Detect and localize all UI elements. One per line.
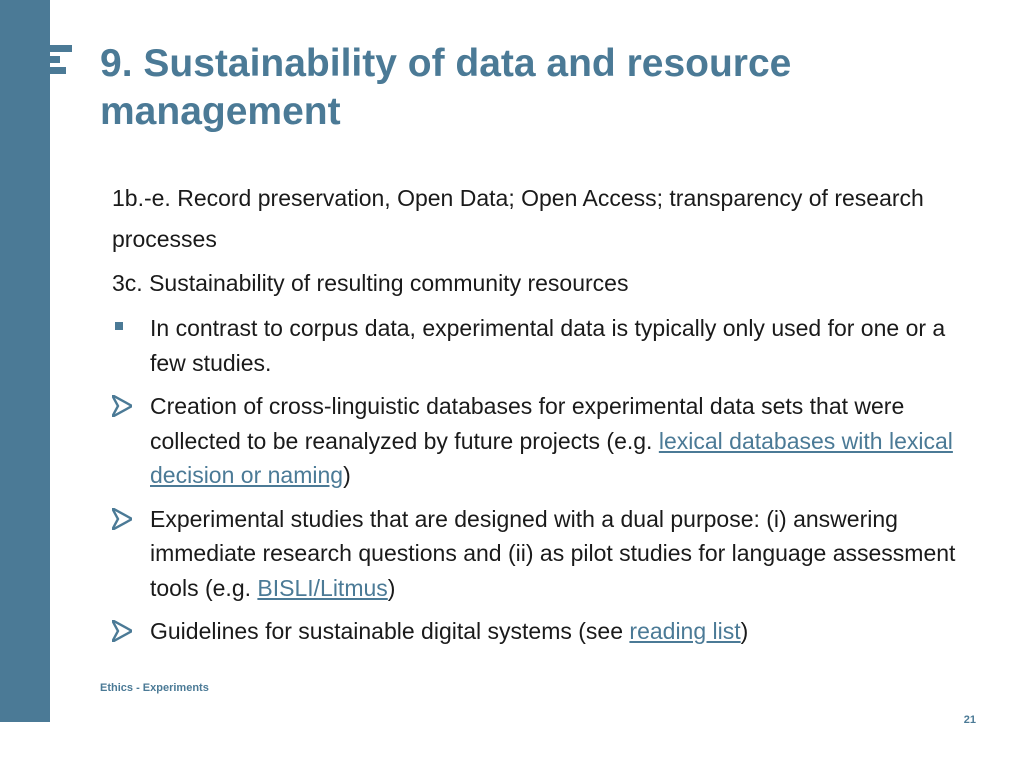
bisli-litmus-link[interactable]: BISLI/Litmus [257, 574, 388, 601]
bullet-item-corpus [112, 311, 972, 380]
arrow-bullet-icon [112, 389, 134, 423]
bullet-text: Experimental studies that are designed with a dual purpose: (i) answering immediate research questions and (ii) as pilot studies for language assessment tools (e.g. [150, 505, 956, 601]
page-number: 21 [963, 714, 976, 726]
square-bullet-icon [112, 311, 134, 345]
bullet-text-end: ) [740, 618, 749, 644]
section-text-3c: 3c. Sustainability of resulting community resources [112, 270, 629, 296]
bullet-item-databases [112, 389, 972, 493]
page-title: 9. Sustainability of data and resource management [100, 42, 792, 133]
logo-icon [0, 34, 80, 84]
footer-label: Ethics - Experiments [100, 682, 209, 694]
bullet-item-guidelines [112, 614, 972, 649]
side-accent-bar [0, 0, 50, 722]
reading-list-link[interactable]: reading list [629, 618, 741, 644]
bullet-text: Guidelines for sustainable digital systems (see [150, 618, 630, 644]
bullet-text-end: ) [343, 462, 351, 488]
bullet-text-end: ) [387, 574, 396, 601]
arrow-bullet-icon [112, 502, 134, 536]
lexical-databases-link[interactable]: lexical databases with lexical decision or naming [150, 427, 953, 488]
bullet-item-dual-purpose [112, 502, 972, 606]
bullet-text: In contrast to corpus data, experimental data is typically only used for one or a few studies. [150, 315, 946, 376]
slide-body [112, 178, 972, 658]
arrow-bullet-icon [112, 614, 134, 648]
bullet-list [112, 311, 972, 649]
section-text-1b-e: 1b.-e. Record preservation, Open Data; Open Access; transparency of research processes [112, 185, 924, 252]
bullet-text: Creation of cross-linguistic databases for experimental data sets that were collected to be reanalyzed by future projects (e.g. [150, 393, 905, 454]
